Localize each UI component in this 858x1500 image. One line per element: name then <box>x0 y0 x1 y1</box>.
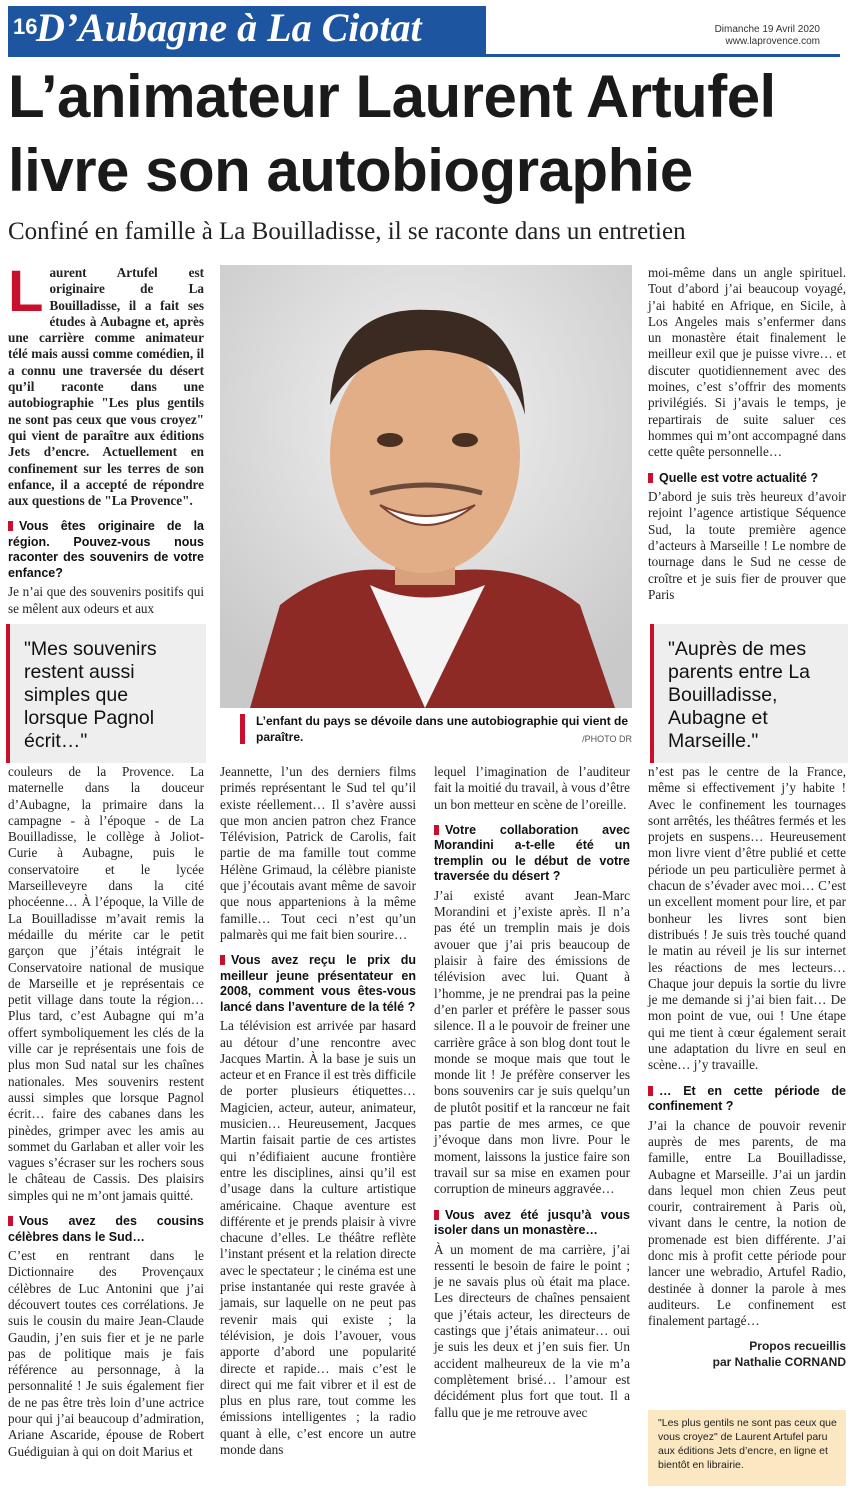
answer-1-continued: couleurs de la Provence. La maternelle dans la douceur d’Aubagne, la primaire dans la campagne - à l’époque - de La Bouilladisse, le collège à Joliot-Curie à Aubagne, puis le conservatoire et le lycée Marseilleveyre dans la cité phocéenne… À l’époque, la Ville de La Bouilladisse m’avait remis la médaille du mérite car le petit garçon que j’étais intégrait le Conservatoire national de musique de Marseille et je représentais ce petit village dans toute la région… Plus tard, c’est Aubagne qui m’a offert symboliquement les clés de la ville car je représentais une fois de plus mon Sud natal sur les chaînes nationales. Mes souvenirs restent aussi simples que lorsque Pagnol écrit… faire des cabanes dans les pinèdes, grimper avec les amis au sommet du Garlaban et aller voir les vagues s’écraser sur les rochers sous le château de Cassis. Des plaisirs simples qui ne m’ont jamais quitté. <box>8 764 204 1203</box>
answer-4: J’ai existé avant Jean-Marc Morandini et j’existe après. Il n’a pas été un tremplin mais je dois avouer que j’ai pris beaucoup de plaisir à faire des émissions de télévision avec lui. Quant à l’homme, je ne prendrai pas la peine d’en parler et préfère le passer sous silence. Il a le pouvoir de freiner une carrière grâce à son blog dont tout le monde se moque mais que tout le monde lit ! Je préfère conserver les bons souvenirs car je suis quelqu’un de plutôt positif et la rancœur ne fait pas partie de mes armes, ce que j’évoque dans mon livre. Pour le moment, laissons la justice faire son travail sur sa mise en examen pour corruption de mineurs aggravée… <box>434 887 630 1197</box>
column-3-lower <box>434 764 630 1427</box>
book-info-box: "Les plus gentils ne sont pas ceux que vous croyez" de Laurent Artufel paru aux éditions Jets d’encre, en ligne et bientôt en librairie. <box>648 1410 846 1486</box>
publication-date: Dimanche 19 Avril 2020 <box>714 24 820 35</box>
answer-3-continued: lequel l’imagination de l’auditeur fait la moitié du travail, à vous d’être un bon metteur en scène de l’oreille. <box>434 764 630 812</box>
answer-1-start: Je n’ai que des souvenirs positifs qui se mêlent aux odeurs et aux <box>8 584 204 616</box>
question-4: Votre collaboration avec Morandini a-t-elle été un tremplin ou le début de votre traversée du désert ? <box>434 822 630 884</box>
column-2-lower <box>220 764 416 1464</box>
column-1-lower <box>8 764 204 1466</box>
question-marker <box>648 1086 653 1096</box>
question-marker <box>8 521 13 531</box>
photo-credit: /PHOTO DR <box>582 734 632 744</box>
question-marker <box>220 955 225 965</box>
question-marker <box>434 1210 439 1220</box>
answer-5-continued: moi-même dans un angle spirituel. Tout d’abord j’ai beaucoup voyagé, j’ai habité en Afrique, en Sicile, à Los Angeles mais s’enfermer dans un monastère était finalement le meilleur exil que je puisse vivre… et discuter quotidiennement avec des moines, c’est s’offrir des moments privilégiés. Si j’avais le temps, je repartirais de suite saluer ces hommes qui m’ont accompagné dans cette quête personnelle… <box>648 265 846 460</box>
date-block <box>700 24 820 48</box>
question-7: … Et en cette période de confinement ? <box>648 1083 846 1114</box>
pull-quote-right-text: "Auprès de mes parents entre La Bouilladisse, Aubagne et Marseille." <box>650 624 848 763</box>
question-6: Quelle est votre actualité ? <box>648 471 846 487</box>
answer-7: J’ai la chance de pouvoir revenir auprès de mes parents, de ma famille, entre La Bouilladisse, Aubagne et Marseille. J’ai un jardin dans lequel mon chien Zeus peut courir, contrairement à Paris où, vivant dans le centre, la notion de promenade est bien différente. J’ai donc mis à profit cette période pour lancer une webradio, Artufel Radio, destinée à donner la parole à mes auditeurs. Le confinement est finalement partagé… <box>648 1117 846 1329</box>
header-divider <box>8 54 840 57</box>
photo-caption: L’enfant du pays se dévoile dans une autobiographie qui vient de paraître. <box>256 714 629 744</box>
article-subtitle: Confiné en famille à La Bouilladisse, il se raconte dans un entretien <box>8 218 686 245</box>
pull-quote-left-text: "Mes souvenirs restent aussi simples que lorsque Pagnol écrit…" <box>6 624 206 763</box>
section-title: D’Aubagne à La Ciotat <box>36 5 422 50</box>
intro-text: aurent Artufel est originaire de La Bouilladisse, il a fait ses études à Aubagne et, après une carrière comme animateur télé mais aussi comme comédien, il a connu une traversée du désert qu’il raconte dans une autobiographie "Les plus gentils ne sont pas ceux que vous croyez" qui vient de paraître aux éditions Jets d’encre. Actuellement en confinement sur les terres de son enfance, il a accepté de répondre aux questions de "La Provence". <box>8 265 204 509</box>
answer-3: La télévision est arrivée par hasard au détour d’une rencontre avec Jacques Martin. À la base je suis un acteur et en France il est très difficile de porter plusieurs étiquettes… Magicien, acteur, auteur, animateur, musicien… Heureusement, Jacques Martin faisait partie de ces artistes qui n’édifiaient aucune frontière entre les disciplines, ainsi qu’il est d’usage dans la culture artistique américaine. Chaque aventure est différente et je prends plaisir à vivre chacune d’elles. Le théâtre reflète l’instant présent et la relation directe avec le spectateur ; le cinéma est une prise instantanée qui reste gravée à jamais, sur laquelle on ne peut pas revenir mais qui existe ; la télévision, je dois l’avouer, vous apporte d’abord une popularité directe et rapide… mais c’est le direct qui me fait vibrer et il est de plus en plus rare, tout comme les émissions intelligentes ; la radio quant à elle, c’est encore un autre monde dans <box>220 1018 416 1457</box>
question-marker <box>8 1216 13 1226</box>
portrait-illustration <box>220 265 632 708</box>
right-top-column <box>648 265 846 609</box>
question-3: Vous avez reçu le prix du meilleur jeune présentateur en 2008, comment vous êtes-vous lancé dans l’aventure de la télé ? <box>220 953 416 1014</box>
question-marker <box>648 473 653 483</box>
answer-6-continued: n’est pas le centre de la France, même si effectivement j’y habite ! Avec le confinement les tournages sont arrêtés, les théâtres fermés et les projets en suspens… Heureusement mon livre vient d’être publié et cette période un peu particulière permet à chacun de s’évader avec moi… C’est un excellent moment pour lire, et par bonheur les livres sont bien distribués ! Je suis très touché quand le matin au réveil je lis sur internet les réactions de mes lecteurs… Chaque jour depuis la sortie du livre je me demande si j’ai bien fait… De mon point de vue, oui ! Une étape qui me tient à cœur également serait une adaptation du livre en seul en scène… j’y travaille. <box>648 764 846 1073</box>
author-signature <box>648 1338 846 1370</box>
question-marker <box>434 825 439 835</box>
caption-marker <box>240 714 245 744</box>
pull-quote-left <box>6 624 206 763</box>
website-link[interactable]: www.laprovence.com <box>725 36 820 47</box>
question-1: Vous êtes originaire de la région. Pouvez-vous nous raconter des souvenirs de votre enfance? <box>8 519 204 580</box>
pull-quote-right <box>650 624 848 763</box>
question-2: Vous avez des cousins célèbres dans le Sud… <box>8 1214 204 1244</box>
article-headline: L’animateur Laurent Artufel livre son autobiographie <box>8 63 776 204</box>
question-5: Vous avez été jusqu’à vous isoler dans un monastère… <box>434 1207 630 1238</box>
page-number: 16 <box>13 14 38 39</box>
intro-column <box>8 259 204 623</box>
answer-2: C’est en rentrant dans le Dictionnaire des Provençaux célèbres de Luc Antonini que j’ai découvert toutes ces corrélations. Je suis le cousin du maire Jean-Claude Gaudin, j’en suis fier et je ne parle pas de politique mais je fais référence au personnage, à la personnalité ! Je suis également fier de ne pas être très loin d’une actrice pour qui j’ai beaucoup d’admiration, Ariane Ascaride, épouse de Robert Guédiguian à qui on doit Marius et <box>8 1248 204 1459</box>
portrait-photo <box>220 265 632 708</box>
intro-paragraph <box>8 259 204 509</box>
answer-6: D’abord je suis très heureux d’avoir rejoint l’agence artistique Séquence Sud, la toute première agence d’acteurs à Marseille ! Le nombre de tournage dans le Sud ne cesse de croître et je suis fier de prouver que Paris <box>648 489 846 602</box>
signature-line-1: Propos recueillis <box>749 1338 846 1353</box>
column-4-lower <box>648 764 846 1370</box>
dropcap: L <box>8 259 44 324</box>
signature-line-2: par Nathalie CORNAND <box>712 1354 846 1369</box>
answer-2-continued: Jeannette, l’un des derniers films primés représentant le Sud tel qu’il existe réellement… Il s’avère aussi que mon ancien patron chez France Télévision, Patrick de Carolis, fait partie de ma famille tout comme Hélène Grimaud, la célèbre pianiste que j’écoutais avant même de savoir que nous appartenions à la même famille… Tout ceci n’est qu’un palmarès qui me fait bien sourire… <box>220 764 416 942</box>
answer-5: À un moment de ma carrière, j’ai ressenti le besoin de faire le point ; je ne savais plus où était ma place. Les directeurs de chaînes pensaient que j’étais acteur, les directeurs de castings que j’étais animateur… oui je suis les deux et j’en suis fier. Un accident malheureux de la vie m’a complètement brisé… l’amour est décidément plus fort que tout. Il a fallu que je me retrouve avec <box>434 1241 630 1420</box>
